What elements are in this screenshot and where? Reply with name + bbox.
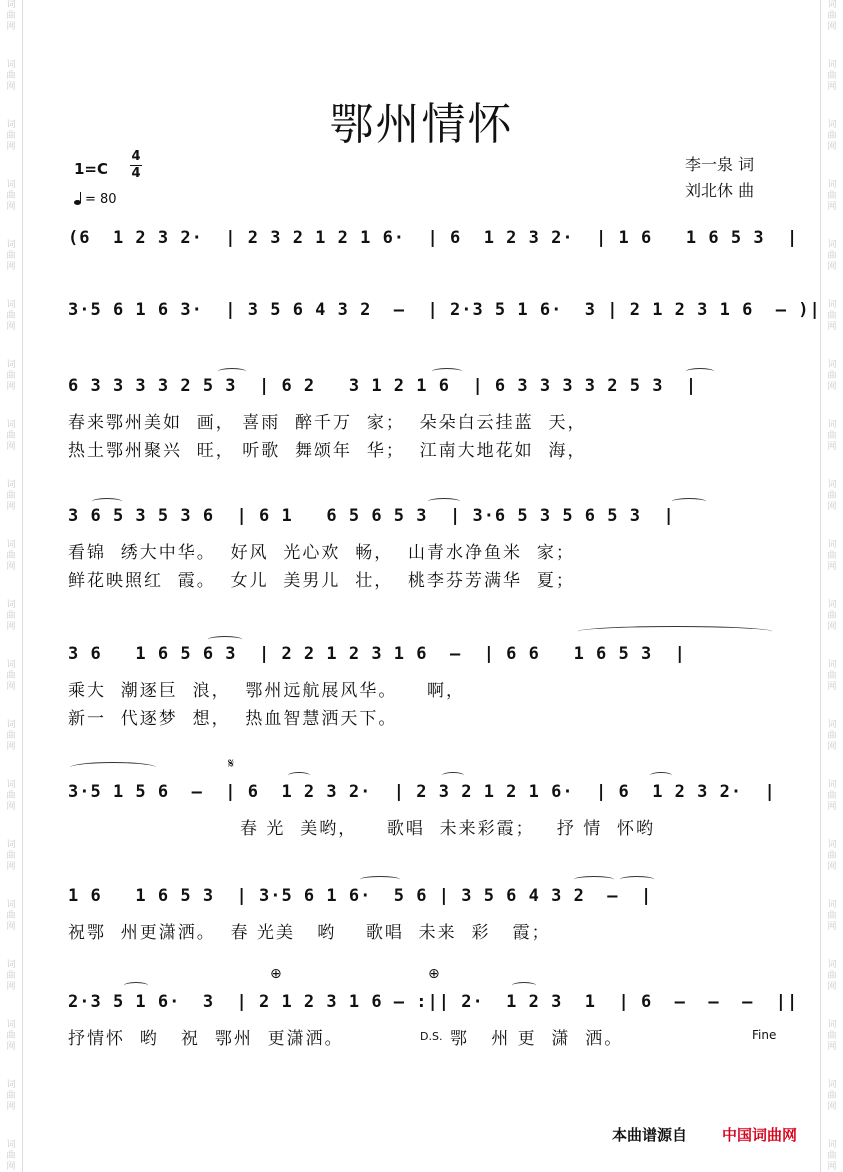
composer-credit: 刘北休 曲 [685, 181, 755, 200]
lyric-line-5: 乘大 潮逐巨 浪， 鄂州远航展风华。 啊， [68, 681, 466, 701]
lyric-line-6: 新一 代逐梦 想， 热血智慧洒天下。 [68, 709, 398, 729]
slur-mark [208, 636, 242, 643]
lyric-line-1: 春来鄂州美如 画， 喜雨 醉千万 家； 朵朵白云挂蓝 天， [68, 413, 587, 433]
music-line-7: 1 6 1 6 5 3 | 3·5 6 1 6· 5 6 | 3 5 6 4 3 2 — | [68, 886, 653, 906]
quarter-note-icon [74, 200, 81, 205]
lyric-line-7: 春 光 美哟， 歌唱 未来彩霞； 抒 情 怀哟 [240, 819, 656, 839]
music-line-4: 3 6 5 3 5 3 6 | 6 1 6 5 6 5 3 | 3·6 5 3 5 6 5 3 | [68, 506, 675, 526]
music-line-2: 3·5 6 1 6 3· | 3 5 6 4 3 2 — | 2·3 5 1 6· 3 | 2 1 2 3 1 6 — )| [68, 300, 821, 320]
slur-mark [432, 368, 462, 375]
music-line-6: 3·5 1 5 6 — | 6 1 2 3 2· | 2 3 2 1 2 1 6· | 6 1 2 3 2· | [68, 782, 776, 802]
slur-mark [672, 498, 706, 505]
segno-icon: 𝄋 [228, 756, 235, 772]
slur-mark [92, 498, 122, 505]
slur-mark [442, 772, 464, 779]
music-line-3: 6 3 3 3 3 2 5 3 | 6 2 3 1 2 1 6 | 6 3 3 3 3 2 5 3 | [68, 376, 698, 396]
slur-mark [360, 876, 400, 883]
ds-label: D.S. [420, 1030, 443, 1043]
slur-mark [686, 368, 714, 375]
lyric-line-3: 看锦 绣大中华。 好风 光心欢 畅， 山青水净鱼米 家； [68, 543, 575, 563]
slur-mark [124, 982, 148, 989]
meter-top: 4 [131, 149, 141, 164]
tempo-value: = 80 [85, 192, 117, 207]
ending-lyric: 鄂 州 更 潇 洒。 [450, 1029, 624, 1049]
source-label: 本曲谱源自 [612, 1126, 688, 1144]
slur-mark [288, 772, 310, 779]
meter-bottom: 4 [131, 166, 141, 181]
song-title: 鄂州情怀 [329, 99, 514, 150]
left-watermark-strip: 词 曲 网 词 曲 网 词 曲 网 词 曲 网 词 曲 网 词 曲 网 词 曲 网 词 曲 网 词 曲 网 词 曲 网 词 曲 网 词 曲 网 词 曲 网 词 曲 网 词 曲 网 词 曲 网 词 曲 网 词 曲 网 词 曲 网 词 曲 网 [0, 0, 23, 1172]
lyric-line-9: 抒情怀 哟 祝 鄂州 更潇洒。 [68, 1029, 344, 1049]
right-watermark-strip: 词 曲 网 词 曲 网 词 曲 网 词 曲 网 词 曲 网 词 曲 网 词 曲 网 词 曲 网 词 曲 网 词 曲 网 词 曲 网 词 曲 网 词 曲 网 词 曲 网 词 曲 网 词 曲 网 词 曲 网 词 曲 网 词 曲 网 词 曲 网 [820, 0, 843, 1172]
lyric-line-4: 鲜花映照红 霞。 女儿 美男儿 壮， 桃李芬芳满华 夏； [68, 571, 575, 591]
music-line-5: 3 6 1 6 5 6 3 | 2 2 1 2 3 1 6 — | 6 6 1 6 5 3 | [68, 644, 686, 664]
tie-mark [70, 762, 156, 773]
fine-label: Fine [752, 1028, 777, 1042]
slur-mark [574, 876, 614, 883]
slur-mark [650, 772, 672, 779]
lyricist-credit: 李一泉 词 [685, 155, 755, 174]
coda-icon: ⊕ [428, 966, 440, 982]
tie-mark [578, 626, 772, 637]
slur-mark [512, 982, 536, 989]
slur-mark [620, 876, 654, 883]
coda-icon: ⊕ [270, 966, 282, 982]
lyric-line-8: 祝鄂 州更潇洒。 春 光美 哟 歌唱 未来 彩 霞； [68, 923, 551, 943]
time-signature [130, 150, 142, 181]
tempo-marking [74, 192, 117, 207]
source-site-link[interactable]: 中国词曲网 [722, 1126, 798, 1144]
slur-mark [428, 498, 460, 505]
lyric-line-2: 热土鄂州聚兴 旺， 听歌 舞颂年 华； 江南大地花如 海， [68, 441, 587, 461]
key-signature: 1=C [74, 160, 109, 178]
watermark-group: 词 曲 网 [6, 0, 16, 32]
music-line-8: 2·3 5 1 6· 3 | 2 1 2 3 1 6 — :|| 2· 1 2 3 1 | 6 — — — || [68, 992, 799, 1012]
slur-mark [218, 368, 246, 375]
music-line-1: (6 1 2 3 2· | 2 3 2 1 2 1 6· | 6 1 2 3 2· | 1 6 1 6 5 3 | [68, 228, 799, 248]
